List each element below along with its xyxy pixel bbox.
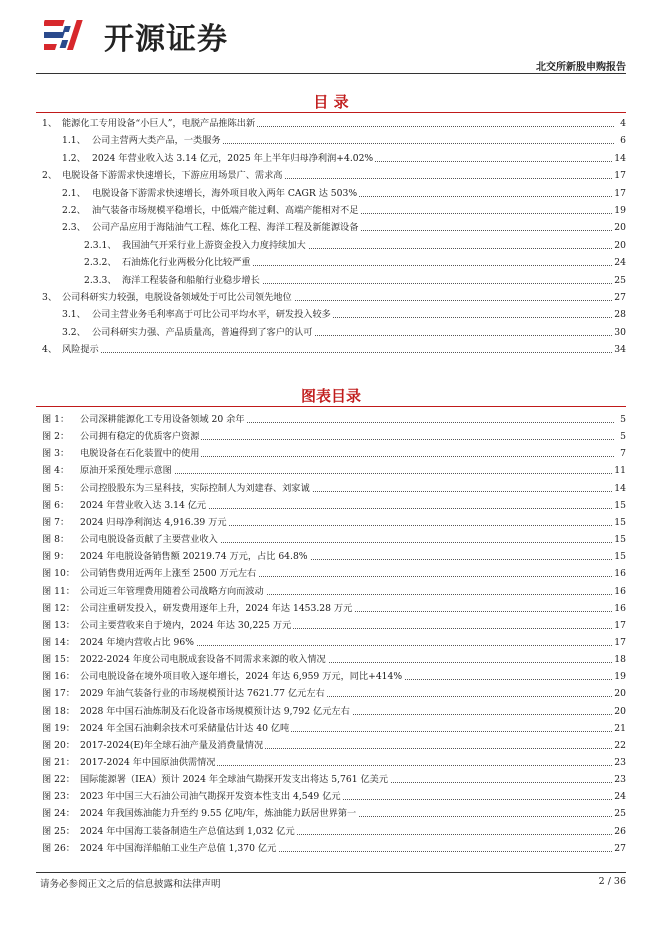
entry-page-number: 22 (614, 739, 626, 751)
entry-text: 石油炼化行业两极分化比较严重 (122, 257, 251, 269)
entry-page-number: 20 (614, 705, 626, 717)
entry-page-number: 17 (614, 636, 626, 648)
entry-page-number: 24 (614, 791, 626, 803)
entry-number: 图 24： (42, 808, 75, 820)
entry-text: 电脱设备在石化装置中的使用 (80, 448, 200, 460)
toc-title: 目 录 (313, 93, 349, 111)
entry-number: 2、 (42, 170, 58, 182)
toc-entry[interactable] (0, 308, 662, 321)
entry-text: 2024 年电脱设备销售额 20219.74 万元，占比 64.8% (80, 551, 308, 563)
entry-text: 公司主要营收来自于境内，2024 年达 30,225 万元 (80, 619, 292, 631)
entry-number: 图 11： (42, 585, 75, 597)
entry-number: 图 8： (42, 534, 70, 546)
entry-page-number: 19 (614, 205, 626, 216)
entry-page-number: 16 (614, 568, 626, 580)
entry-number: 图 7： (42, 516, 70, 528)
entry-text: 2024 年营业收入达 3.14 亿元 (80, 499, 207, 511)
entry-text: 2024 年全国石油剩余技术可采储量估计达 40 亿吨 (80, 722, 290, 734)
figure-entry[interactable] (0, 842, 662, 855)
entry-page-number: 17 (614, 619, 626, 631)
figure-entry[interactable] (0, 756, 662, 769)
entry-number: 图 26： (42, 842, 75, 854)
figure-entry[interactable] (0, 722, 662, 735)
entry-text: 2024 年我国炼油能力升至约 9.55 亿吨/年，炼油能力跃居世界第一 (80, 808, 357, 820)
footer-divider (36, 872, 626, 873)
entry-page-number: 11 (614, 465, 626, 477)
entry-page-number: 17 (614, 187, 626, 199)
entry-page-number: 20 (614, 688, 626, 700)
entry-number: 图 12： (42, 602, 75, 614)
entry-text: 公司主营两大类产品，一类服务 (92, 135, 221, 147)
entry-number: 1、 (42, 118, 58, 129)
figures-title: 图表目录 (300, 387, 361, 405)
entry-text: 公司拥有稳定的优质客户资源 (80, 431, 200, 443)
entry-page-number: 5 (620, 414, 626, 425)
entry-number: 图 23： (42, 791, 75, 803)
figure-entry[interactable] (0, 447, 662, 460)
entry-number: 图 22： (42, 774, 75, 786)
toc-entry[interactable] (0, 117, 662, 130)
entry-page-number: 15 (614, 516, 626, 528)
figures-title-divider (36, 406, 626, 407)
entry-page-number: 7 (620, 448, 626, 460)
entry-page-number: 20 (614, 239, 626, 251)
figure-entry[interactable] (0, 653, 662, 666)
entry-page-number: 25 (614, 274, 626, 286)
figure-entry[interactable] (0, 773, 662, 786)
entry-text: 公司科研实力强、产品质量高，普遍得到了客户的认可 (92, 326, 313, 338)
entry-number: 图 4： (42, 465, 70, 477)
dot-leader (100, 473, 614, 474)
figure-entry[interactable] (0, 739, 662, 752)
entry-page-number: 17 (614, 170, 626, 182)
entry-number: 图 21： (42, 757, 75, 768)
figure-entry[interactable] (0, 464, 662, 477)
entry-page-number: 14 (614, 152, 626, 164)
entry-number: 图 16： (42, 671, 75, 683)
entry-page-number: 27 (614, 842, 626, 854)
toc-entry[interactable] (0, 326, 662, 339)
entry-text: 公司电脱设备在境外项目收入逐年增长，2024 年达 6,959 万元，同比+414% (80, 671, 403, 683)
figure-entry[interactable] (0, 516, 662, 529)
entry-page-number: 25 (614, 808, 626, 820)
figure-entry[interactable] (0, 807, 662, 820)
entry-number: 图 13： (42, 619, 75, 631)
toc-entry[interactable] (0, 343, 662, 356)
entry-number: 2.3、 (62, 222, 86, 234)
figure-entry[interactable] (0, 482, 662, 495)
entry-number: 图 10： (42, 568, 75, 580)
entry-number: 3、 (42, 292, 58, 303)
entry-text: 2024 归母净利润达 4,916.39 万元 (80, 516, 227, 528)
entry-number: 图 17： (42, 688, 75, 700)
entry-number: 图 3： (42, 448, 70, 460)
entry-text: 2028 年中国石油炼制及石化设备市场规模预计达 9,792 亿元左右 (80, 705, 350, 717)
entry-text: 2022-2024 年度公司电脱成套设备不同需求来源的收入情况 (80, 654, 326, 666)
entry-number: 图 6： (42, 499, 70, 511)
entry-number: 1.2、 (62, 152, 86, 164)
entry-page-number: 34 (614, 344, 626, 356)
entry-number: 图 9： (42, 551, 70, 563)
entry-number: 图 20： (42, 739, 75, 751)
dot-leader (82, 352, 614, 353)
entry-number: 2.3.1、 (84, 239, 117, 251)
figure-entry[interactable] (0, 636, 662, 649)
entry-page-number: 20 (614, 222, 626, 234)
toc-title-divider (36, 112, 626, 113)
entry-text: 能源化工专用设备“小巨人”，电脱产品推陈出新 (62, 118, 256, 129)
toc-entry[interactable] (0, 256, 662, 269)
entry-number: 图 18： (42, 705, 75, 717)
figure-entry[interactable] (0, 619, 662, 632)
entry-page-number: 19 (614, 671, 626, 683)
figure-entry[interactable] (0, 602, 662, 615)
entry-text: 油气装备市场规模平稳增长，中低端产能过剩、高端产能相对不足 (92, 205, 359, 216)
entry-page-number: 23 (614, 757, 626, 768)
entry-number: 2.1、 (62, 187, 86, 199)
toc-entry[interactable] (0, 291, 662, 304)
entry-page-number: 6 (620, 135, 626, 147)
logo-text: 开源证券 (104, 22, 228, 57)
entry-page-number: 15 (614, 499, 626, 511)
entry-number: 4、 (42, 344, 58, 356)
entry-page-number: 28 (614, 309, 626, 321)
figure-entry[interactable] (0, 499, 662, 512)
entry-page-number: 21 (614, 722, 626, 734)
entry-text: 2017-2024(E)年全球石油产量及消费量情况 (80, 739, 264, 751)
figure-entry[interactable] (0, 790, 662, 803)
entry-text: 公司控股股东为三星科技，实际控制人为刘建春、刘家诚 (80, 482, 310, 494)
entry-text: 风险提示 (62, 344, 99, 356)
entry-number: 图 5： (42, 482, 70, 494)
entry-page-number: 15 (614, 534, 626, 546)
entry-page-number: 26 (614, 825, 626, 837)
figure-entry[interactable] (0, 430, 662, 443)
entry-number: 2.2、 (62, 205, 86, 216)
entry-text: 2024 年中国海洋船舶工业生产总值 1,370 亿元 (80, 842, 277, 854)
figure-entry[interactable] (0, 413, 662, 426)
entry-page-number: 30 (614, 326, 626, 338)
entry-number: 1.1、 (62, 135, 86, 147)
entry-page-number: 16 (614, 602, 626, 614)
entry-page-number: 15 (614, 551, 626, 563)
entry-text: 国际能源署（IEA）预计 2024 年全球油气勘探开发支出将达 5,761 亿美元 (80, 774, 389, 786)
entry-text: 2024 年境内营收占比 96% (80, 636, 194, 648)
toc-entry[interactable] (0, 204, 662, 217)
figure-entry[interactable] (0, 550, 662, 563)
toc-entry[interactable] (0, 134, 662, 147)
entry-text: 公司近三年管理费用随着公司战略方向而波动 (80, 585, 264, 597)
entry-text: 2029 年油气装备行业的市场规模预计达 7621.77 亿元左右 (80, 688, 325, 700)
entry-page-number: 18 (614, 654, 626, 666)
kaiyuan-securities-logo-icon (44, 16, 100, 58)
entry-text: 原油开采预处理示意图 (80, 465, 172, 477)
entry-text: 2023 年中国三大石油公司油气勘探开发资本性支出 4,549 亿元 (80, 791, 341, 803)
entry-text: 公司科研实力较强，电脱设备领域处于可比公司领先地位 (62, 292, 292, 303)
entry-text: 公司主营业务毛利率高于可比公司平均水平，研发投入较多 (92, 309, 331, 321)
entry-text: 海洋工程装备和船舶行业稳步增长 (122, 274, 260, 286)
entry-text: 我国油气开采行业上游资金投入力度持续加大 (122, 239, 306, 251)
entry-text: 公司深耕能源化工专用设备领域 20 余年 (80, 414, 245, 425)
entry-text: 公司产品应用于海陆油气工程、炼化工程、海洋工程及新能源设备 (92, 222, 359, 234)
entry-number: 3.1、 (62, 309, 86, 321)
entry-page-number: 4 (620, 118, 626, 129)
figure-entry[interactable] (0, 687, 662, 700)
figure-entry[interactable] (0, 585, 662, 598)
entry-text: 公司销售费用近两年上涨至 2500 万元左右 (80, 568, 257, 580)
figure-entry[interactable] (0, 533, 662, 546)
entry-text: 公司电脱设备贡献了主要营业收入 (80, 534, 218, 546)
page-header (0, 0, 662, 80)
toc-entry[interactable] (0, 152, 662, 165)
entry-number: 图 2： (42, 431, 70, 443)
entry-number: 3.2、 (62, 326, 86, 338)
figure-entry[interactable] (0, 567, 662, 580)
toc-entry[interactable] (0, 239, 662, 252)
toc-entry[interactable] (0, 169, 662, 182)
entry-number: 图 19： (42, 722, 75, 734)
entry-number: 2.3.2、 (84, 257, 117, 269)
figure-entry[interactable] (0, 825, 662, 838)
entry-text: 公司注重研发投入，研发费用逐年上升，2024 年达 1453.28 万元 (80, 602, 353, 614)
entry-page-number: 23 (614, 774, 626, 786)
toc-entry[interactable] (0, 187, 662, 200)
header-divider (36, 73, 626, 74)
entry-text: 2017-2024 年中国原油供需情况 (80, 757, 216, 768)
entry-number: 图 25： (42, 825, 75, 837)
entry-number: 2.3.3、 (84, 274, 117, 286)
entry-text: 2024 年营业收入达 3.14 亿元，2025 年上半年归母净利润+4.02% (92, 152, 374, 164)
footer-disclaimer: 请务必参阅正文之后的信息披露和法律声明 (40, 879, 221, 890)
page-number: 2 / 36 (598, 876, 626, 887)
entry-text: 电脱设备下游需求快速增长，海外项目收入两年 CAGR 达 503% (92, 187, 358, 199)
entry-page-number: 27 (614, 292, 626, 303)
entry-number: 图 1： (42, 414, 70, 425)
entry-number: 图 14： (42, 636, 75, 648)
entry-page-number: 14 (614, 482, 626, 494)
toc-entry[interactable] (0, 221, 662, 234)
entry-text: 电脱设备下游需求快速增长，下游应用场景广、需求高 (62, 170, 283, 182)
figure-entry[interactable] (0, 670, 662, 683)
entry-page-number: 5 (620, 431, 626, 443)
entry-page-number: 16 (614, 585, 626, 597)
figure-entry[interactable] (0, 705, 662, 718)
entry-number: 图 15： (42, 654, 75, 666)
toc-entry[interactable] (0, 274, 662, 287)
entry-page-number: 24 (614, 257, 626, 269)
report-type-label: 北交所新股申购报告 (536, 62, 626, 73)
entry-text: 2024 年中国海工装备制造生产总值达到 1,032 亿元 (80, 825, 295, 837)
